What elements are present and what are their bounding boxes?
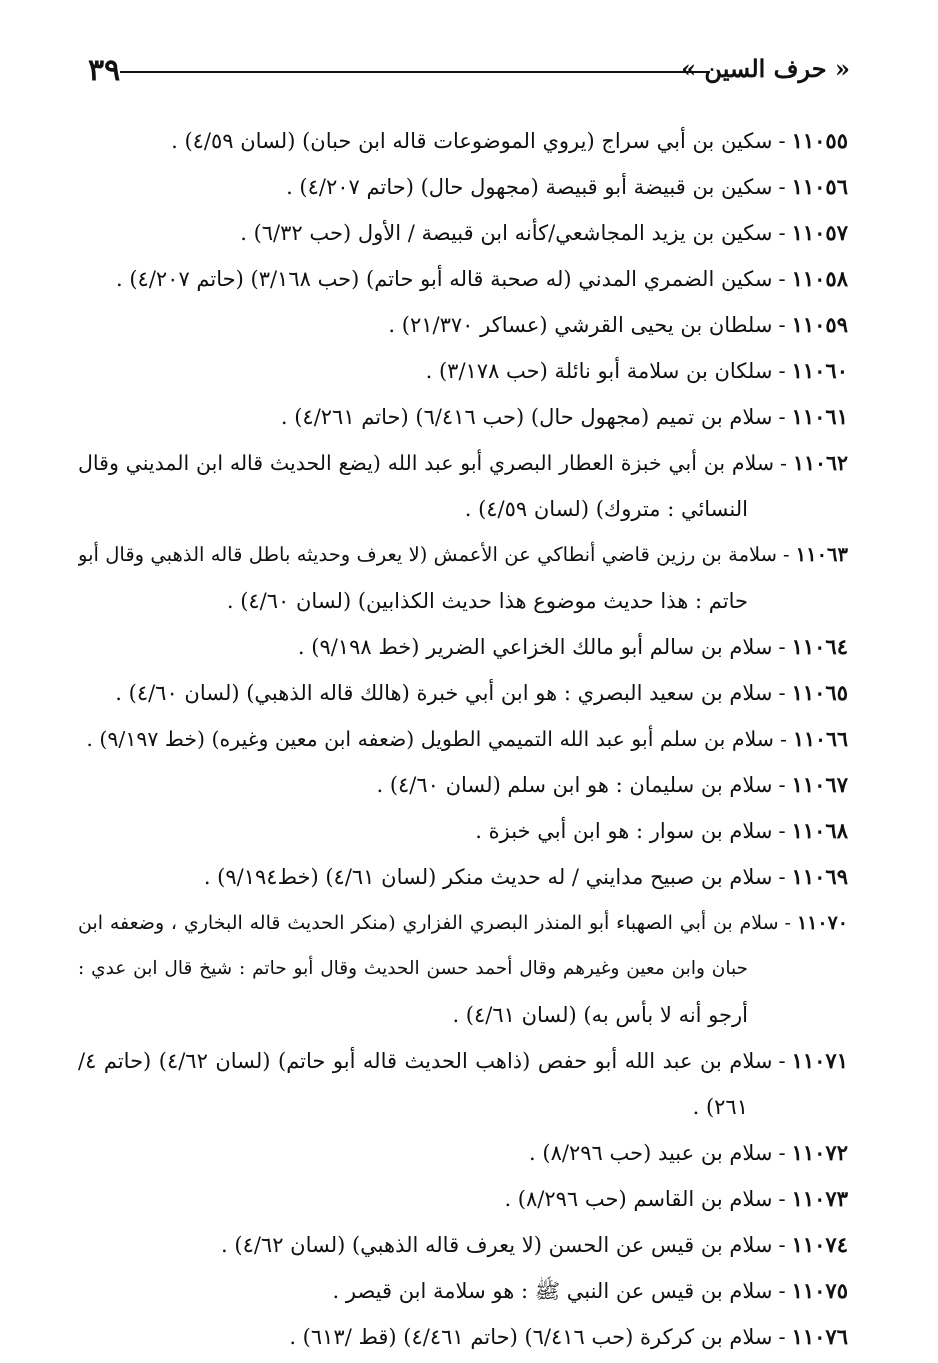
entry-first-line (78, 903, 848, 949)
entry-number: ١١٠٥٥ (791, 128, 848, 153)
entry-text: سكين الضمري المدني (له صحبة قاله أبو حاتم) (حب ٣/١٦٨) (حاتم ٤/٢٠٧) . (116, 267, 773, 291)
entry-text: سلكان بن سلامة أبو نائلة (حب ٣/١٧٨) . (425, 359, 773, 383)
entry-separator: - (784, 912, 791, 934)
entry-text: سلطان بن يحيى القرشي (عساكر ٢١/٣٧٠) . (388, 313, 773, 337)
entry-separator: - (783, 543, 790, 566)
page-header (60, 52, 850, 92)
entry-first-line (78, 213, 848, 259)
entry (78, 535, 848, 627)
page-number: ٣٩ (88, 53, 121, 88)
entry-number: ١١٠٥٦ (791, 174, 848, 199)
entry-text: أرجو أنه لا بأس به) (لسان ٤/٦١) . (452, 1003, 748, 1027)
entry-first-line (78, 259, 848, 305)
entry-first-line (78, 305, 848, 351)
entry-separator: - (778, 865, 786, 889)
entry-first-line (78, 1041, 848, 1087)
entry (78, 1041, 848, 1133)
entry-first-line (78, 443, 848, 489)
entry-separator: - (778, 1279, 786, 1303)
entry-number: ١١٠٦٢ (792, 451, 848, 475)
entry-number: ١١٠٦٠ (791, 358, 848, 383)
entry (78, 305, 848, 351)
entry-first-line (78, 351, 848, 397)
entry-text: حبان وابن معين وغيرهم وقال أحمد حسن الحديث وقال أبو حاتم : شيخ قال ابن عدي : (78, 958, 748, 979)
entry-text: سلام بن عبيد (حب ٨/٢٩٦) . (529, 1141, 773, 1165)
entry-first-line (78, 627, 848, 673)
chapter-title: « حرف السين » (681, 54, 850, 83)
entry-number: ١١٠٧٤ (791, 1232, 848, 1257)
entry-separator: - (780, 451, 787, 475)
entry-first-line (78, 765, 848, 811)
entry-continuation-line (78, 489, 848, 535)
entry-text: سلام بن سالم أبو مالك الخزاعي الضرير (خط ٩/١٩٨) . (297, 635, 773, 659)
entry-text: سلام بن القاسم (حب ٨/٢٩٦) . (504, 1187, 773, 1211)
entry-first-line (78, 857, 848, 903)
entry (78, 857, 848, 903)
entry-text: سلامة بن رزين قاضي أنطاكي عن الأعمش (لا يعرف وحديثه باطل قاله الذهبي وقال أبو (78, 543, 778, 566)
entry-number: ١١٠٧٢ (791, 1140, 848, 1165)
entry-separator: - (778, 313, 786, 337)
entry-text: سلام بن قيس عن النبي ﷺ : هو سلامة ابن قيصر . (332, 1279, 773, 1303)
entry-separator: - (778, 1187, 786, 1211)
entry-continuation-line (78, 581, 848, 627)
entry-separator: - (778, 635, 786, 659)
entry-separator: - (778, 1141, 786, 1165)
entry-number: ١١٠٧٦ (791, 1324, 848, 1349)
entry-continuation-line (78, 949, 848, 995)
entry-first-line (78, 1271, 848, 1317)
entry-number: ١١٠٦٦ (792, 727, 848, 751)
entry-text: حاتم : هذا حديث موضوع هذا حديث الكذابين) (لسان ٤/٦٠) . (226, 589, 748, 613)
entry-separator: - (778, 1325, 786, 1349)
entry (78, 1179, 848, 1225)
entry (78, 351, 848, 397)
entry (78, 903, 848, 1041)
entry-text: النسائي : متروك) (لسان ٤/٥٩) . (464, 497, 748, 521)
entry-first-line (78, 535, 848, 581)
entry (78, 443, 848, 535)
entry-text: سلام بن أبي الصهباء أبو المنذر البصري الفزاري (منكر الحديث قاله البخاري ، وضعفه ابن (78, 912, 779, 934)
entry-first-line (78, 1179, 848, 1225)
entry-number: ١١٠٦٤ (791, 634, 848, 659)
entry-text: سلام بن أبي خبزة العطار البصري أبو عبد الله (يضع الحديث قاله ابن المديني وقال (78, 451, 774, 475)
entry-first-line (78, 1317, 848, 1363)
entry-separator: - (778, 129, 786, 153)
entry-first-line (78, 1225, 848, 1271)
entry-text: سلام بن كركرة (حب ٦/٤١٦) (حاتم ٤/٤٦١) (قط /٦١٣) . (289, 1325, 773, 1349)
entry-number: ١١٠٦٥ (791, 680, 848, 705)
entry-separator: - (778, 681, 786, 705)
entry-separator: - (778, 359, 786, 383)
entry (78, 1225, 848, 1271)
entry-first-line (78, 397, 848, 443)
entry-separator: - (778, 221, 786, 245)
entry (78, 673, 848, 719)
entry-text: سلام بن عبد الله أبو حفص (ذاهب الحديث قاله أبو حاتم) (لسان ٤/٦٢) (حاتم ٤/ (78, 1049, 773, 1073)
entry (78, 213, 848, 259)
entry-text: سلام بن سعيد البصري : هو ابن أبي خبرة (هالك قاله الذهبي) (لسان ٤/٦٠) . (115, 681, 773, 705)
entry-separator: - (778, 1049, 786, 1073)
entry-number: ١١٠٦٩ (791, 864, 848, 889)
entry-number: ١١٠٧٥ (791, 1278, 848, 1303)
entry (78, 167, 848, 213)
entry-number: ١١٠٥٩ (791, 312, 848, 337)
entry-separator: - (778, 267, 786, 291)
entry (78, 719, 848, 765)
entry-number: ١١٠٥٨ (791, 266, 848, 291)
entry-text: سلام بن سوار : هو ابن أبي خبزة . (475, 819, 773, 843)
entry-text: سلام بن سلم أبو عبد الله التميمي الطويل (ضعفه ابن معين وغيره) (خط ٩/١٩٧) . (86, 727, 774, 751)
header-rule (120, 71, 710, 73)
entry-list (78, 121, 848, 1363)
entry-number: ١١٠٧١ (791, 1048, 848, 1073)
entry (78, 1317, 848, 1363)
entry-number: ١١٠٦٣ (795, 543, 848, 566)
entry-separator: - (778, 405, 786, 429)
entry-text: سكين بن يزيد المجاشعي/كأنه ابن قبيصة / الأول (حب ٦/٣٢) . (240, 221, 773, 245)
entry (78, 811, 848, 857)
entry-separator: - (780, 727, 787, 751)
entry-text: سكين بن قبيضة أبو قبيصة (مجهول حال) (حاتم ٤/٢٠٧) . (286, 175, 773, 199)
entry (78, 1133, 848, 1179)
entry-first-line (78, 719, 848, 765)
entry-number: ١١٠٦٧ (791, 772, 848, 797)
entry-number: ١١٠٦١ (791, 404, 848, 429)
entry-text: سلام بن تميم (مجهول حال) (حب ٦/٤١٦) (حاتم ٤/٢٦١) . (280, 405, 773, 429)
entry-separator: - (778, 175, 786, 199)
entry-separator: - (778, 773, 786, 797)
entry-separator: - (778, 1233, 786, 1257)
entry (78, 627, 848, 673)
entry (78, 259, 848, 305)
entry-text: ٢٦١) . (692, 1095, 748, 1119)
entry-text: سكين بن أبي سراج (يروي الموضوعات قاله ابن حبان) (لسان ٤/٥٩) . (171, 129, 773, 153)
entry (78, 765, 848, 811)
entry-first-line (78, 1133, 848, 1179)
entry-first-line (78, 121, 848, 167)
entry (78, 397, 848, 443)
entry-separator: - (778, 819, 786, 843)
entry-first-line (78, 167, 848, 213)
entry (78, 1271, 848, 1317)
entry-number: ١١٠٦٨ (791, 818, 848, 843)
entry-text: سلام بن سليمان : هو ابن سلم (لسان ٤/٦٠) . (376, 773, 773, 797)
entry-continuation-line (78, 1087, 848, 1133)
entry-number: ١١٠٧٠ (796, 912, 848, 934)
entry-text: سلام بن قيس عن الحسن (لا يعرف قاله الذهبي) (لسان ٤/٦٢) . (221, 1233, 773, 1257)
entry-number: ١١٠٥٧ (791, 220, 848, 245)
entry-text: سلام بن صبيح مدايني / له حديث منكر (لسان ٤/٦١) (خط٩/١٩٤) . (203, 865, 773, 889)
entry (78, 121, 848, 167)
entry-first-line (78, 673, 848, 719)
entry-number: ١١٠٧٣ (791, 1186, 848, 1211)
entry-first-line (78, 811, 848, 857)
entry-continuation-line (78, 995, 848, 1041)
